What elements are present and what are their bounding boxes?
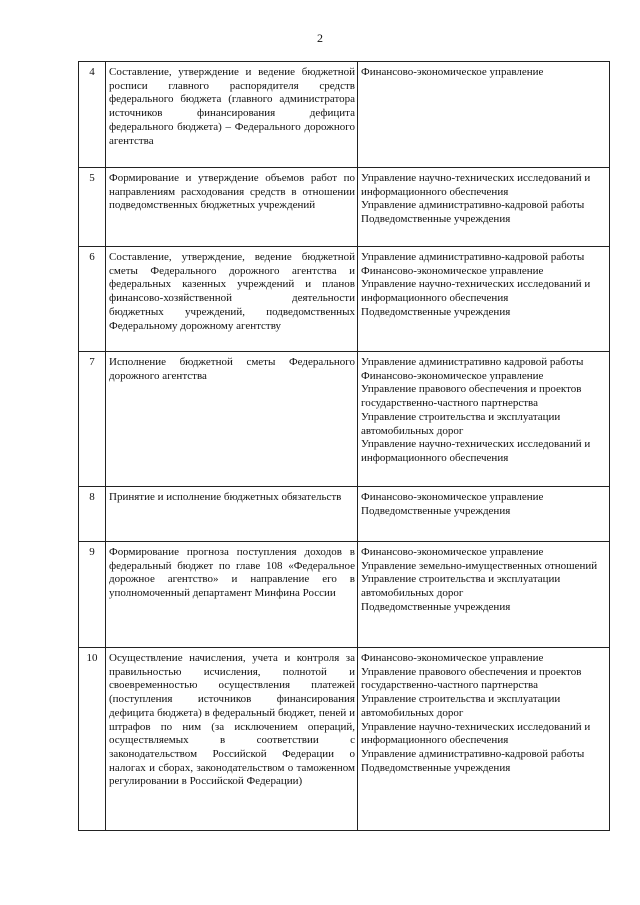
row-responsible	[358, 247, 610, 352]
responsible-unit: Финансово-экономическое управление	[361, 66, 544, 78]
table-row	[79, 487, 610, 542]
table-row	[79, 168, 610, 247]
responsible-unit: Финансово-экономическое управление	[361, 546, 544, 558]
row-description	[106, 352, 358, 487]
row-description	[106, 648, 358, 831]
row-number: 7	[79, 352, 106, 487]
responsible-unit: Управление правового обеспечения и проектов государственно-частного партнерства	[361, 665, 582, 692]
row-responsible	[358, 62, 610, 168]
description-text: Формирование и утверждение объемов работ по направлениям расходования средств в отношении подведомственных бюджетных учреждений	[109, 172, 355, 212]
responsible-unit: Управление строительства и эксплуатации автомобильных дорог	[361, 573, 561, 600]
row-description	[106, 542, 358, 648]
responsible-unit: Финансово-экономическое управление	[361, 264, 544, 277]
responsible-unit: Управление земельно-имущественных отношений	[361, 559, 598, 572]
row-description	[106, 168, 358, 247]
responsible-unit: Подведомственные учреждения	[361, 600, 511, 613]
row-description	[106, 62, 358, 168]
row-number: 5	[79, 168, 106, 247]
table-row	[79, 648, 610, 831]
row-number: 4	[79, 62, 106, 168]
responsible-unit: Управление административно кадровой работы	[361, 356, 584, 368]
row-number: 8	[79, 487, 106, 542]
description-text: Исполнение бюджетной сметы Федерального дорожного агентства	[109, 356, 355, 382]
table-row	[79, 542, 610, 648]
description-text: Составление, утверждение и ведение бюджетной росписи главного распорядителя средств федерального бюджета (главного администратора источников финансирования дефицита федерального бюджета) – Федерального дорожного агентства	[109, 66, 355, 147]
row-number: 9	[79, 542, 106, 648]
table-row	[79, 62, 610, 168]
responsible-unit: Финансово-экономическое управление	[361, 652, 544, 664]
row-responsible	[358, 542, 610, 648]
responsible-unit: Управление научно-технических исследований и информационного обеспечения	[361, 172, 591, 198]
row-responsible	[358, 648, 610, 831]
row-responsible	[358, 352, 610, 487]
responsible-unit: Управление правового обеспечения и проектов государственно-частного партнерства	[361, 383, 582, 410]
table-row	[79, 352, 610, 487]
responsible-unit: Подведомственные учреждения	[361, 761, 511, 774]
row-description	[106, 247, 358, 352]
responsible-unit: Управление строительства и эксплуатации автомобильных дорог	[361, 693, 561, 719]
responsible-unit: Подведомственные учреждения	[361, 504, 511, 517]
description-text: Составление, утверждение, ведение бюджетной сметы Федерального дорожного агентства и федеральных казенных учреждений и планов финансово-хозяйственной деятельности бюджетных учреждений, подведомственных Федеральному дорожному агентству	[109, 251, 355, 332]
responsible-unit: Финансово-экономическое управление	[361, 369, 544, 382]
responsible-unit: Финансово-экономическое управление	[361, 491, 544, 503]
description-text: Осуществление начисления, учета и контроля за правильностью исчисления, полнотой и своевременностью осуществления платежей (поступления источников финансирования дефицита бюджета) в федеральный бюджет, пеней и штрафов по ним (за исключением операций, осуществляемых в соответствии с законодательством Российской Федерации о налогах и сборах, законодательством о таможенном регулировании в Российской Федерации)	[109, 652, 355, 788]
responsible-unit: Подведомственные учреждения	[361, 213, 511, 226]
responsible-unit: Подведомственные учреждения	[361, 305, 511, 318]
responsible-unit: Управление строительства и эксплуатации автомобильных дорог	[361, 410, 561, 437]
responsible-unit: Управление административно-кадровой работы	[361, 747, 585, 760]
row-number: 6	[79, 247, 106, 352]
description-text: Формирование прогноза поступления доходов в федеральный бюджет по главе 108 «Федеральное дорожное агентство» и направление его в уполномоченный департамент Минфина России	[109, 546, 355, 600]
responsible-unit: Управление научно-технических исследований и информационного обеспечения	[361, 720, 591, 747]
table-row	[79, 247, 610, 352]
row-number: 10	[79, 648, 106, 831]
row-responsible	[358, 168, 610, 247]
responsibility-table	[78, 61, 610, 831]
responsible-unit: Управление научно-технических исследований и информационного обеспечения	[361, 278, 591, 305]
responsible-unit: Управление научно-технических исследований и информационного обеспечения	[361, 438, 591, 464]
responsible-unit: Управление административно-кадровой работы	[361, 251, 585, 263]
page-number: 2	[317, 31, 323, 45]
row-responsible	[358, 487, 610, 542]
row-description	[106, 487, 358, 542]
responsible-unit: Управление административно-кадровой работы	[361, 199, 585, 212]
description-text: Принятие и исполнение бюджетных обязательств	[109, 491, 342, 503]
